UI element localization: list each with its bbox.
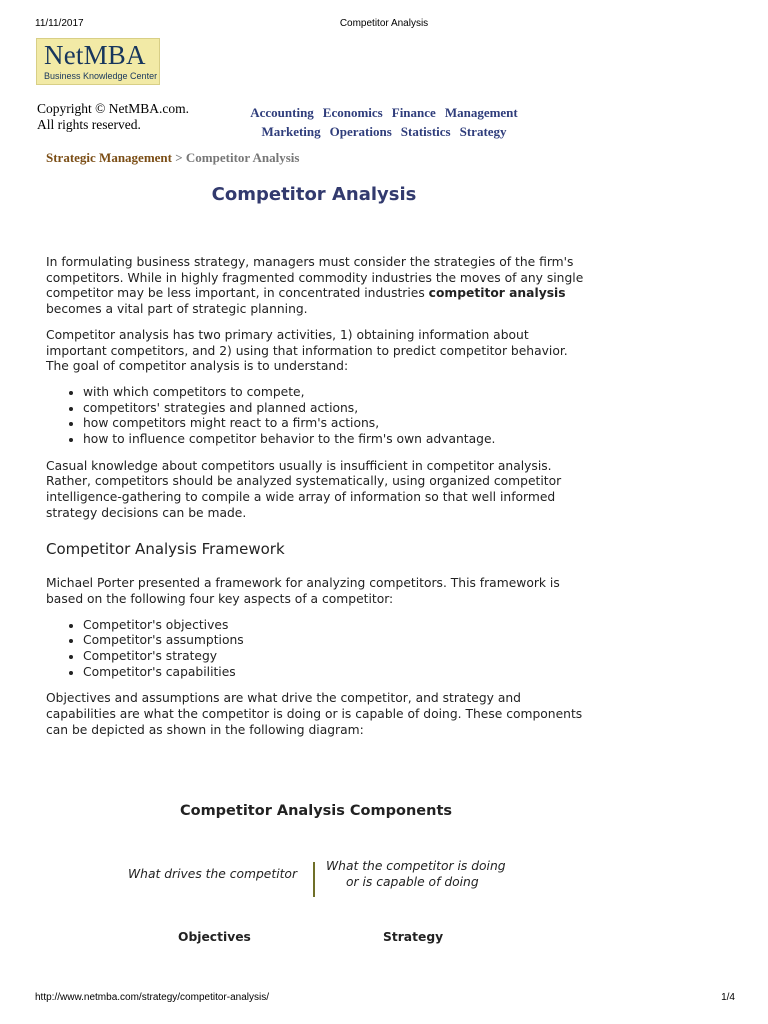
breadcrumb: [46, 150, 299, 166]
nav-link-strategy[interactable]: Strategy: [459, 124, 507, 139]
diagram-title: Competitor Analysis Components: [179, 803, 453, 819]
nav-link-accounting[interactable]: Accounting: [250, 105, 314, 120]
netmba-logo[interactable]: [36, 38, 160, 85]
breadcrumb-link-strategic-management[interactable]: Strategic Management: [46, 150, 172, 165]
activities-paragraph: Competitor analysis has two primary activities, 1) obtaining information about important competitors, and 2) using that information to predict competitor behavior. The goal of competitor analysis is to understand:: [46, 327, 568, 374]
print-url: http://www.netmba.com/strategy/competitor-analysis/: [35, 992, 269, 1003]
doing-caption-line: What the competitor is doing: [326, 859, 506, 873]
logo-tagline: Business Knowledge Center: [44, 71, 158, 81]
list-item: • competitors' strategies and planned actions,: [83, 401, 591, 417]
copyright-line: Copyright © NetMBA.com.: [37, 101, 190, 116]
nav-link-statistics[interactable]: Statistics: [400, 124, 451, 139]
top-navigation: [238, 103, 530, 141]
list-item: • how competitors might react to a firm's actions,: [83, 416, 591, 432]
breadcrumb-separator: >: [172, 150, 186, 165]
intro-paragraph: [46, 255, 591, 318]
components-diagram: [46, 800, 591, 960]
breadcrumb-current: Competitor Analysis: [185, 150, 300, 165]
article-body: [46, 255, 591, 749]
copyright-notice: [37, 101, 189, 133]
print-date: 11/11/2017: [35, 18, 84, 29]
list-item: • Competitor's assumptions: [83, 633, 591, 649]
components-paragraph: Objectives and assumptions are what drive the competitor, and strategy and capabilities are what the competitor is doing or is capable of doing. These components can be depicted as shown in the following diagram:: [46, 691, 583, 737]
list-item: • how to influence competitor behavior to the firm's own advantage.: [83, 432, 591, 448]
porter-paragraph: Michael Porter presented a framework for analyzing competitors. This framework is based on the following four key aspects of a competitor:: [46, 576, 560, 606]
diagram-objectives-label: Objectives: [178, 930, 251, 944]
diagram-drives-caption: What drives the competitor: [128, 867, 298, 881]
nav-link-finance[interactable]: Finance: [391, 105, 436, 120]
diagram-doing-caption: [326, 858, 506, 890]
list-item: • Competitor's strategy: [83, 649, 591, 665]
nav-link-management[interactable]: Management: [444, 105, 518, 120]
list-item: • Competitor's objectives: [83, 618, 591, 634]
nav-link-economics[interactable]: Economics: [322, 105, 383, 120]
page-title: Competitor Analysis: [211, 184, 417, 205]
rights-line: All rights reserved.: [37, 117, 141, 132]
intro-bold-term: competitor analysis: [428, 286, 566, 301]
aspects-list: [46, 618, 591, 681]
list-item: • Competitor's capabilities: [83, 665, 591, 681]
logo-name: NetMBA: [44, 40, 146, 70]
diagram-divider: [313, 862, 315, 897]
framework-heading: Competitor Analysis Framework: [46, 539, 285, 558]
nav-link-operations[interactable]: Operations: [329, 124, 392, 139]
goals-list: [46, 385, 591, 448]
intro-text-end: becomes a vital part of strategic planning.: [46, 302, 308, 317]
systematic-paragraph: Casual knowledge about competitors usually is insufficient in competitor analysis. Rather, competitors should be analyzed systematically, using organized competitor intelligence-gathering to compile a wide array of information so that well informed strategy decisions can be made.: [46, 458, 562, 520]
intro-text: In formulating business strategy, managers must consider the strategies of the firm's competitors. While in highly fragmented commodity industries the moves of any single competitor may be less important, in concentrated industries: [46, 255, 584, 301]
print-title: Competitor Analysis: [339, 18, 429, 29]
list-item: • with which competitors to compete,: [83, 385, 591, 401]
doing-caption-line: or is capable of doing: [346, 875, 479, 889]
nav-row: [238, 103, 530, 122]
diagram-strategy-label: Strategy: [383, 930, 444, 944]
nav-link-marketing[interactable]: Marketing: [261, 124, 321, 139]
nav-row: [238, 122, 530, 141]
page-number: 1/4: [721, 992, 735, 1003]
